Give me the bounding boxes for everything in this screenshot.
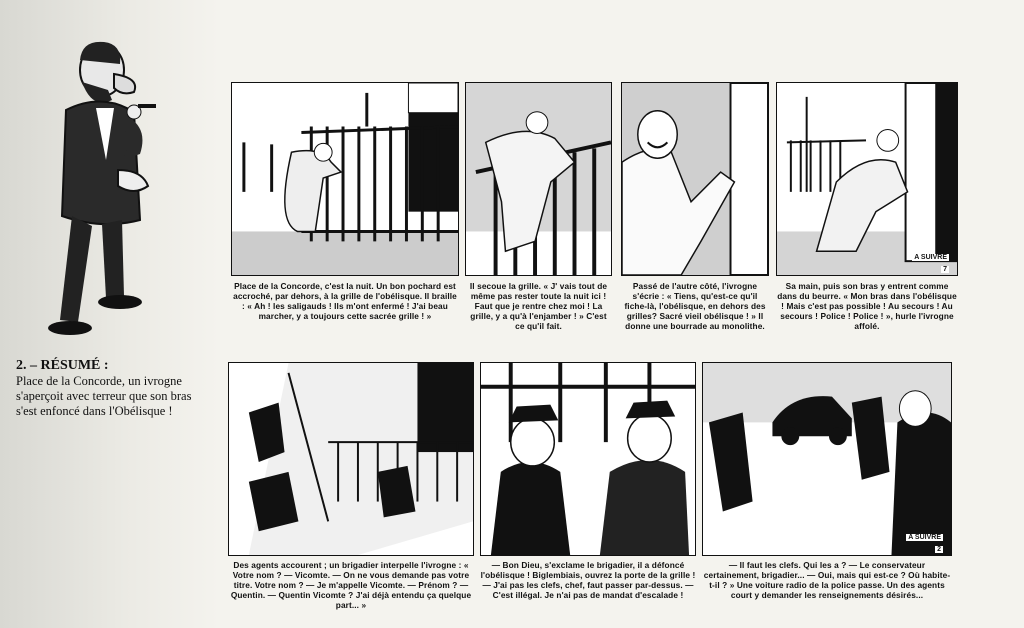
caption-3: Passé de l'autre côté, l'ivrogne s'écrie : « Tiens, qu'est-ce qu'il fiche-là, l'obélisque, en dehors des grilles? Sacré vieil obélisque ! » Il donne une bourrade au monolithe. [624,281,766,331]
comic-panel-6 [480,362,696,556]
comic-panel-7 [702,362,952,556]
caption-4: Sa main, puis son bras y entrent comme dans du beurre. « Mon bras dans l'obélisque ! Mais c'est pas possible ! Au secours ! Au secours ! Police ! Police ! », hurle l'ivrogne affolé. [777,281,957,331]
comic-panel-4 [776,82,958,276]
comic-panel-3 [621,82,769,276]
a-suivre-label: A SUIVRE [914,254,947,261]
resume-box [16,358,206,419]
caption-7: — Il faut les clefs. Qui les a ? — Le conservateur certainement, brigadier... — Oui, mais qui est-ce ? Où habite-t-il ? » Une voiture radio de la police passe. Un des agents court y demander les renseignements désirés... [703,560,951,600]
character-illustration [22,30,162,350]
comic-panel-1 [231,82,459,276]
resume-text: Place de la Concorde, un ivrogne s'aperçoit avec terreur que son bras s'est enfoncé dans l'Obélisque ! [16,374,192,418]
comic-panel-5 [228,362,474,556]
page-number-2: 2 [937,546,941,553]
a-suivre-label-2: A SUIVRE [908,534,941,541]
caption-2: Il secoue la grille. « J' vais tout de même pas rester toute la nuit ici ! Faut que je rentre chez moi ! La grille, y a qu'à l'enjamber ! » C'est ce qu'il fait. [469,281,608,331]
comic-panel-2 [465,82,612,276]
caption-5: Des agents accourent ; un brigadier interpelle l'ivrogne : « Votre nom ? — Vicomte. — On ne vous demande pas votre titre. Votre nom ? — Je m'appelle Vicomte. — Prénom ? — Quentin. — Quentin Vicomte ? J'ai déjà entendu ça quelque part... » [230,560,472,610]
page-number: 7 [943,266,947,273]
resume-title: 2. – RÉSUMÉ : [16,358,109,373]
caption-6: — Bon Dieu, s'exclame le brigadier, il a défoncé l'obélisque ! Biglembiais, ouvrez la porte de la grille ! — J'ai pas les clefs, chef, faut passer par-dessus. — C'est illégal. Je n'ai pas de mandat d'escalade ! [480,560,696,600]
caption-1: Place de la Concorde, c'est la nuit. Un bon pochard est accroché, par dehors, à la grille de l'obélisque. Il braille : « Ah ! les saligauds ! Ils m'ont enfermé ! J'ai beau marcher, y a toujours cette sacrée grille ! » [233,281,457,321]
